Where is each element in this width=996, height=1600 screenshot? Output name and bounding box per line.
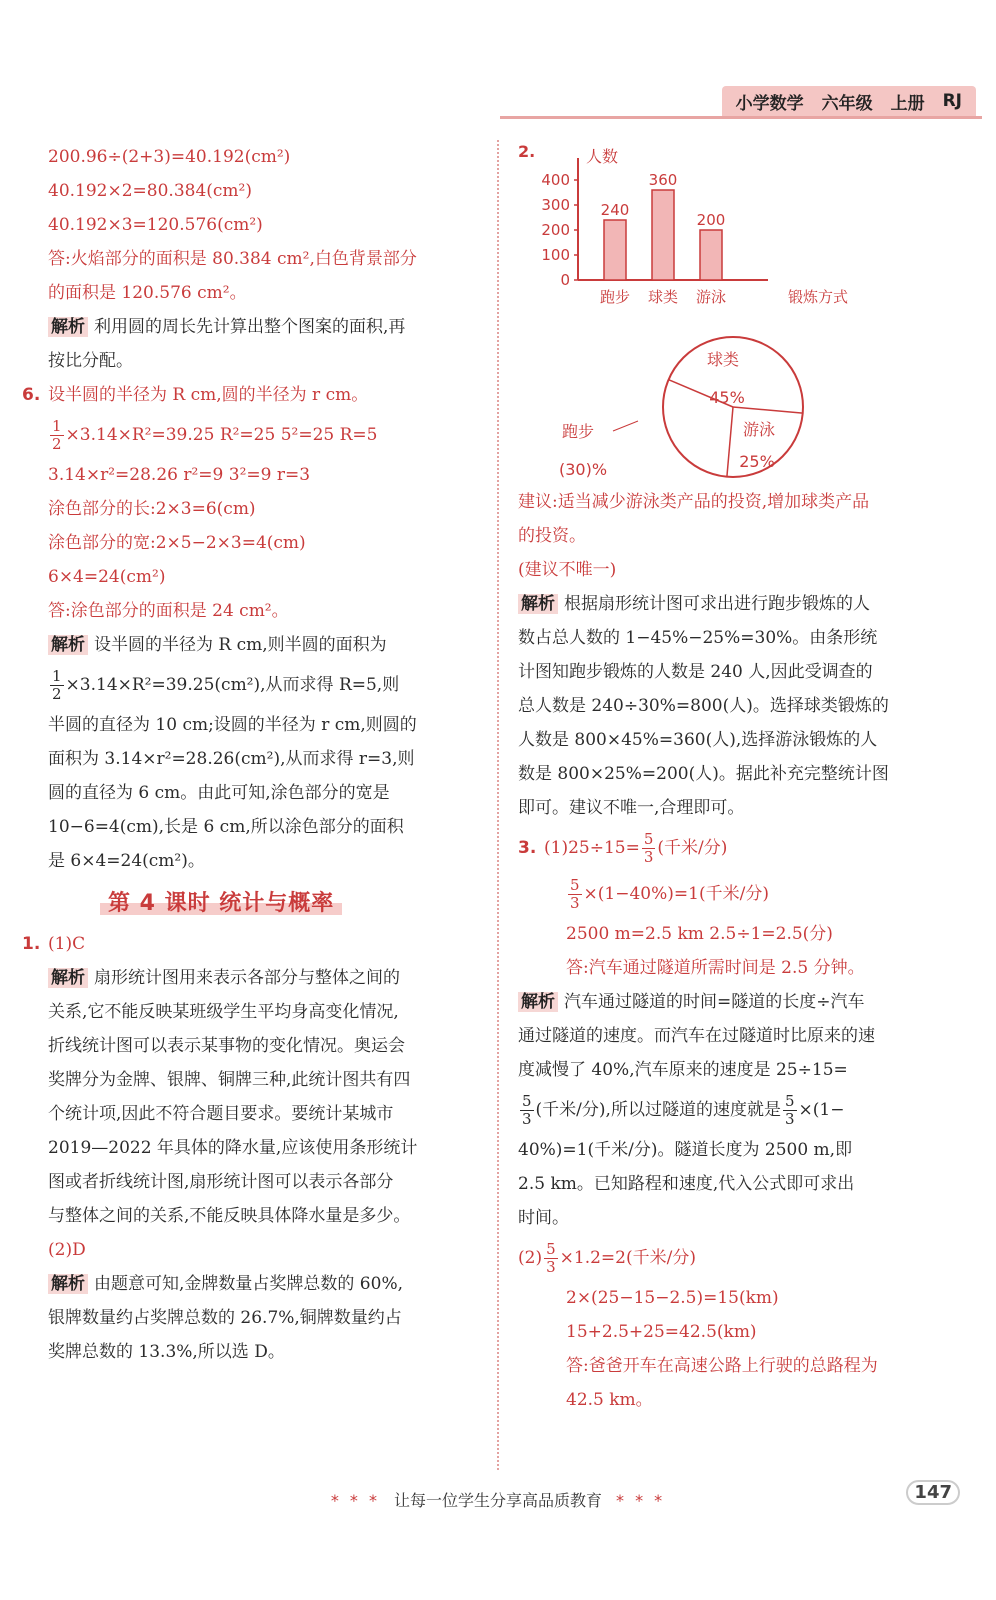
answer-line: 15+2.5+25=42.5(km) bbox=[566, 1322, 757, 1342]
answer-line: 42.5 km。 bbox=[566, 1390, 653, 1410]
answer-line bbox=[22, 412, 477, 458]
pie-label-run: 跑步 bbox=[561, 422, 595, 441]
answer-line: 3.14×r²=28.26 r²=9 3²=9 r=3 bbox=[48, 465, 311, 485]
fraction bbox=[50, 668, 64, 703]
analysis-text: 是 6×4=24(cm²)。 bbox=[48, 851, 205, 871]
question-3 bbox=[518, 825, 983, 871]
answer-line: 涂色部分的宽:2×5−2×3=4(cm) bbox=[48, 533, 306, 553]
analysis-text: 数占总人数的 1−45%−25%=30%。由条形统 bbox=[518, 628, 878, 648]
analysis-tag: 解析 bbox=[48, 317, 88, 337]
analysis-text: 利用圆的周长先计算出整个图案的面积,再 bbox=[94, 317, 406, 337]
bar-value-label: 200 bbox=[696, 211, 726, 229]
answer-line: 40.192×3=120.576(cm²) bbox=[48, 215, 263, 235]
analysis-text: 按比分配。 bbox=[48, 351, 133, 371]
fraction bbox=[783, 1093, 797, 1128]
question-answer: (2)D bbox=[48, 1240, 86, 1260]
numerator: 5 bbox=[784, 1092, 795, 1110]
analysis-text: 奖牌分为金牌、银牌、铜牌三种,此统计图共有四 bbox=[48, 1070, 411, 1090]
x-axis-label: 锻炼方式 bbox=[788, 288, 849, 306]
analysis-text: 2.5 km。已知路程和速度,代入公式即可求出 bbox=[518, 1174, 855, 1194]
analysis-line bbox=[22, 662, 477, 708]
denominator: 3 bbox=[784, 1110, 795, 1128]
pie-chart bbox=[538, 335, 858, 485]
bar-chart bbox=[538, 140, 868, 330]
answer-line: 答:爸爸开车在高速公路上行驶的总路程为 bbox=[566, 1356, 878, 1376]
denominator: 2 bbox=[52, 685, 62, 703]
analysis-text: 人数是 800×45%=360(人),选择游泳锻炼的人 bbox=[518, 730, 878, 750]
question-answer: (1)C bbox=[48, 934, 86, 954]
analysis-text: 面积为 3.14×r²=28.26(cm²),从而求得 r=3,则 bbox=[48, 749, 415, 769]
analysis-text: 关系,它不能反映某班级学生平均身高变化情况, bbox=[48, 1002, 399, 1022]
numerator: 1 bbox=[52, 417, 62, 435]
answer-line: 2500 m=2.5 km 2.5÷1=2.5(分) bbox=[566, 924, 833, 944]
suggestion-line: 建议:适当减少游泳类产品的投资,增加球类产品 bbox=[518, 492, 870, 512]
x-tick-label: 游泳 bbox=[695, 288, 727, 306]
suggestion-line: 的投资。 bbox=[518, 526, 586, 546]
pie-value-ball: 45% bbox=[709, 388, 745, 407]
analysis-text: 圆的直径为 6 cm。由此可知,涂色部分的宽是 bbox=[48, 783, 390, 803]
analysis-text: 与整体之间的关系,不能反映具体降水量是多少。 bbox=[48, 1206, 411, 1226]
header-volume: 上册 bbox=[890, 93, 925, 114]
bar-chart-block bbox=[518, 140, 983, 335]
page-number: 147 bbox=[906, 1480, 960, 1505]
question-6 bbox=[22, 378, 477, 412]
question-1 bbox=[22, 927, 477, 961]
analysis-block bbox=[22, 310, 477, 344]
bar-球类 bbox=[652, 190, 674, 280]
fraction bbox=[520, 1093, 534, 1128]
analysis-text: 总人数是 240÷30%=800(人)。选择球类锻炼的 bbox=[518, 696, 889, 716]
analysis-text: 即可。建议不唯一,合理即可。 bbox=[518, 798, 745, 818]
denominator: 3 bbox=[643, 848, 654, 866]
answer-unit: (千米/分) bbox=[657, 838, 728, 858]
question-text: 设半圆的半径为 R cm,圆的半径为 r cm。 bbox=[48, 385, 369, 405]
numerator: 5 bbox=[570, 876, 580, 894]
column-divider bbox=[497, 140, 499, 1470]
analysis-tag: 解析 bbox=[48, 1274, 88, 1294]
analysis-text: 度减慢了 40%,汽车原来的速度是 25÷15= bbox=[518, 1060, 848, 1080]
answer-line: 答:火焰部分的面积是 80.384 cm²,白色背景部分 bbox=[48, 249, 417, 269]
pie-slice-boundary bbox=[727, 407, 733, 477]
analysis-block bbox=[22, 628, 477, 662]
analysis-text: 设半圆的半径为 R cm,则半圆的面积为 bbox=[94, 635, 387, 655]
answer-text: (1)25÷15= bbox=[544, 838, 640, 858]
analysis-text: 计图知跑步锻炼的人数是 240 人,因此受调查的 bbox=[518, 662, 873, 682]
analysis-text: (千米/分),所以过隧道的速度就是 bbox=[535, 1100, 781, 1120]
analysis-text: ×3.14×R²=39.25(cm²),从而求得 R=5,则 bbox=[65, 675, 400, 695]
answer-line: 200.96÷(2+3)=40.192(cm²) bbox=[48, 147, 291, 167]
x-tick-label: 球类 bbox=[647, 288, 679, 306]
analysis-text: 2019—2022 年具体的降水量,应该使用条形统计 bbox=[48, 1138, 418, 1158]
analysis-block bbox=[22, 961, 477, 995]
answer-line bbox=[518, 1235, 983, 1281]
footer-stars: * * * bbox=[330, 1491, 380, 1510]
footer-slogan: 让每一位学生分享高品质教育 bbox=[393, 1491, 602, 1510]
numerator: 5 bbox=[522, 1092, 532, 1110]
fraction bbox=[544, 1241, 558, 1276]
y-tick-label: 300 bbox=[541, 196, 570, 214]
y-tick-label: 200 bbox=[541, 221, 570, 239]
analysis-text: 银牌数量约占奖牌总数的 26.7%,铜牌数量约占 bbox=[48, 1308, 402, 1328]
y-axis-label: 人数 bbox=[586, 147, 619, 166]
answer-text: ×3.14×R²=39.25 R²=25 5²=25 R=5 bbox=[65, 425, 378, 445]
pie-slice-boundary bbox=[733, 407, 803, 413]
answer-line: 6×4=24(cm²) bbox=[48, 567, 166, 587]
lesson-title: 第 4 课时 统计与概率 bbox=[100, 886, 342, 917]
bar-跑步 bbox=[604, 220, 626, 280]
left-column bbox=[22, 140, 477, 1369]
analysis-block bbox=[518, 587, 983, 621]
header-grade: 六年级 bbox=[821, 93, 873, 114]
x-tick-label: 跑步 bbox=[599, 288, 631, 306]
analysis-text: 奖牌总数的 13.3%,所以选 D。 bbox=[48, 1342, 285, 1362]
pie-leader-line bbox=[613, 421, 638, 431]
question-number: 3. bbox=[518, 838, 537, 858]
analysis-text: 根据扇形统计图可求出进行跑步锻炼的人 bbox=[564, 594, 870, 614]
analysis-text: 时间。 bbox=[518, 1208, 569, 1228]
y-tick-label: 100 bbox=[541, 246, 570, 264]
analysis-tag: 解析 bbox=[48, 635, 88, 655]
denominator: 2 bbox=[52, 435, 62, 453]
answer-text: ×1.2=2(千米/分) bbox=[559, 1248, 696, 1268]
numerator: 5 bbox=[643, 830, 654, 848]
answer-line bbox=[518, 871, 983, 917]
pie-label-ball: 球类 bbox=[706, 350, 740, 369]
y-tick-label: 0 bbox=[560, 271, 570, 289]
answer-line: 2×(25−15−2.5)=15(km) bbox=[566, 1288, 779, 1308]
book-header-tab bbox=[722, 86, 976, 116]
analysis-tag: 解析 bbox=[518, 992, 558, 1012]
page-footer bbox=[0, 1488, 996, 1511]
fraction bbox=[50, 418, 64, 453]
analysis-text: 汽车通过隧道的时间=隧道的长度÷汽车 bbox=[564, 992, 865, 1012]
analysis-text: 由题意可知,金牌数量占奖牌总数的 60%, bbox=[94, 1274, 403, 1294]
footer-stars: * * * bbox=[616, 1491, 666, 1510]
analysis-text: 10−6=4(cm),长是 6 cm,所以涂色部分的面积 bbox=[48, 817, 404, 837]
answer-text: ×(1−40%)=1(千米/分) bbox=[583, 884, 769, 904]
analysis-text: 折线统计图可以表示某事物的变化情况。奥运会 bbox=[48, 1036, 405, 1056]
question-number: 2. bbox=[518, 142, 536, 161]
answer-line: 涂色部分的长:2×3=6(cm) bbox=[48, 499, 256, 519]
fraction bbox=[568, 877, 582, 912]
analysis-text: ×(1− bbox=[798, 1100, 845, 1120]
pie-value-run: (30)% bbox=[558, 460, 608, 479]
right-column bbox=[518, 140, 983, 1417]
denominator: 3 bbox=[522, 1110, 532, 1128]
numerator: 1 bbox=[52, 667, 62, 685]
numerator: 5 bbox=[546, 1240, 556, 1258]
header-rule bbox=[500, 116, 982, 119]
answer-line: 答:涂色部分的面积是 24 cm²。 bbox=[48, 601, 289, 621]
analysis-line bbox=[518, 1087, 983, 1133]
analysis-text: 个统计项,因此不符合题目要求。要统计某城市 bbox=[48, 1104, 394, 1124]
header-subject: 小学数学 bbox=[735, 93, 804, 114]
answer-line: 40.192×2=80.384(cm²) bbox=[48, 181, 252, 201]
question-number: 6. bbox=[22, 385, 41, 405]
analysis-text: 数是 800×25%=200(人)。据此补充完整统计图 bbox=[518, 764, 889, 784]
bar-value-label: 360 bbox=[648, 171, 678, 189]
suggestion-line: (建议不唯一) bbox=[518, 560, 617, 580]
answer-line: 的面积是 120.576 cm²。 bbox=[48, 283, 247, 303]
analysis-text: 半圆的直径为 10 cm;设圆的半径为 r cm,则圆的 bbox=[48, 715, 417, 735]
fraction bbox=[642, 831, 656, 866]
y-tick-label: 400 bbox=[541, 171, 570, 189]
bar-value-label: 240 bbox=[600, 201, 630, 219]
answer-text: (2) bbox=[518, 1248, 543, 1268]
analysis-text: 图或者折线统计图,扇形统计图可以表示各部分 bbox=[48, 1172, 394, 1192]
analysis-text: 扇形统计图用来表示各部分与整体之间的 bbox=[94, 968, 400, 988]
answer-line: 答:汽车通过隧道所需时间是 2.5 分钟。 bbox=[566, 958, 865, 978]
question-number: 1. bbox=[22, 934, 41, 954]
denominator: 3 bbox=[546, 1258, 556, 1276]
denominator: 3 bbox=[570, 894, 580, 912]
bar-游泳 bbox=[700, 230, 722, 280]
analysis-text: 40%)=1(千米/分)。隧道长度为 2500 m,即 bbox=[518, 1140, 853, 1160]
analysis-tag: 解析 bbox=[48, 968, 88, 988]
analysis-tag: 解析 bbox=[518, 594, 558, 614]
analysis-block bbox=[518, 985, 983, 1019]
pie-chart-block bbox=[518, 335, 983, 485]
analysis-text: 通过隧道的速度。而汽车在过隧道时比原来的速 bbox=[518, 1026, 875, 1046]
pie-value-swim: 25% bbox=[739, 452, 775, 471]
analysis-block bbox=[22, 1267, 477, 1301]
header-edition: RJ bbox=[942, 91, 962, 111]
pie-label-swim: 游泳 bbox=[742, 420, 776, 439]
